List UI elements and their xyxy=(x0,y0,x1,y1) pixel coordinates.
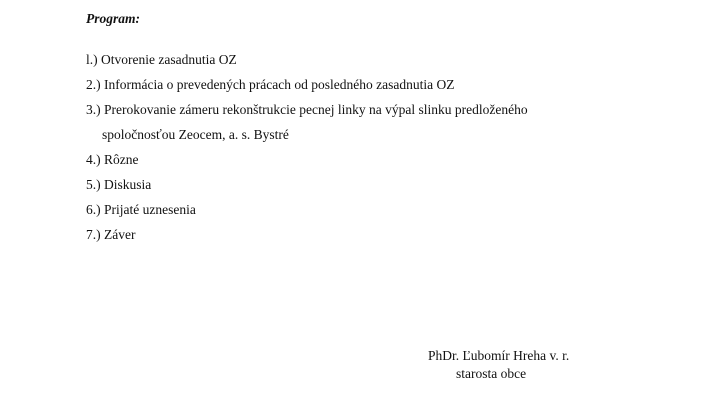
agenda-item-1: l.) Otvorenie zasadnutia OZ xyxy=(86,52,237,67)
agenda-item-6: 6.) Prijaté uznesenia xyxy=(86,202,196,217)
signatory-name: PhDr. Ľubomír Hreha v. r. xyxy=(428,348,570,363)
agenda-item-2: 2.) Informácia o prevedených prácach od posledného zasadnutia OZ xyxy=(86,77,455,92)
agenda-item-4: 4.) Rôzne xyxy=(86,152,139,167)
agenda-item-5: 5.) Diskusia xyxy=(86,177,152,192)
agenda-item-3-continuation: spoločnosťou Zeocem, a. s. Bystré xyxy=(102,127,289,142)
agenda-item-3: 3.) Prerokovanie zámeru rekonštrukcie pecnej linky na výpal slinku predloženého xyxy=(86,102,528,117)
agenda-item-7: 7.) Záver xyxy=(86,227,136,242)
signatory-title: starosta obce xyxy=(456,366,527,381)
signature-block xyxy=(428,347,569,383)
program-heading: Program: xyxy=(86,11,140,26)
agenda-list xyxy=(86,51,528,251)
